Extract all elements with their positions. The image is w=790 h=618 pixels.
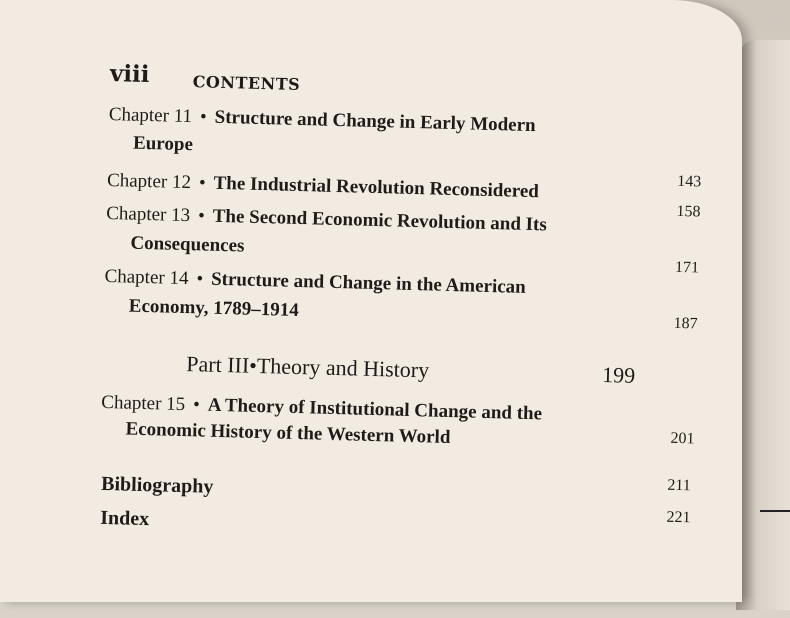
chapter-label: Chapter 15	[101, 391, 186, 416]
index-page-number: 221	[666, 508, 691, 527]
chapter-title-line2: Consequences	[130, 232, 245, 257]
chapter-page-number: 158	[676, 202, 701, 221]
chapter-title-line2: Economy, 1789–1914	[128, 295, 299, 322]
chapter-label: Chapter 11	[108, 103, 193, 128]
part-page-number: 199	[601, 361, 636, 388]
chapter-page-number: 201	[670, 429, 695, 448]
chapter-page-number: 187	[673, 314, 698, 333]
separator-bullet: •	[192, 394, 201, 416]
chapter-title-line1: Structure and Change in Early Modern	[214, 106, 536, 137]
toc-entry-index: Index	[99, 506, 150, 531]
part-heading	[186, 351, 430, 383]
chapter-title-line1: The Industrial Revolution Reconsidered	[213, 172, 540, 203]
chapter-label: Chapter 14	[104, 265, 189, 290]
toc-entry-bibliography: Bibliography	[100, 472, 214, 498]
toc-entry-chapter-14	[104, 266, 526, 299]
page-number: viii	[109, 60, 150, 89]
part-title: Theory and History	[256, 352, 430, 383]
bibliography-page-number: 211	[667, 476, 691, 495]
chapter-page-number: 143	[677, 172, 702, 191]
chapter-title-line2: Economic History of the Western World	[125, 418, 451, 449]
chapter-page-number: 171	[674, 258, 700, 277]
chapter-title-line1: The Second Economic Revolution and Its	[212, 205, 548, 236]
separator-bullet: •	[198, 172, 206, 194]
toc-entry-chapter-12	[107, 170, 539, 203]
adjacent-page-edge	[736, 40, 790, 610]
page-heading: CONTENTS	[192, 72, 301, 94]
toc-entry-chapter-13	[106, 203, 547, 237]
part-label: Part III	[186, 351, 250, 378]
chapter-title-line1: Structure and Change in the American	[210, 268, 527, 298]
toc-entry-chapter-11	[109, 104, 536, 137]
chapter-title-line2: Europe	[132, 132, 194, 156]
separator-bullet: •	[197, 205, 206, 227]
chapter-label: Chapter 13	[105, 202, 191, 227]
adjacent-page-rule	[760, 510, 790, 512]
chapter-title-line1: A Theory of Institutional Change and the	[207, 394, 543, 425]
separator-bullet: •	[248, 352, 258, 378]
separator-bullet: •	[196, 268, 204, 290]
separator-bullet: •	[199, 106, 207, 128]
chapter-label: Chapter 12	[106, 169, 192, 194]
